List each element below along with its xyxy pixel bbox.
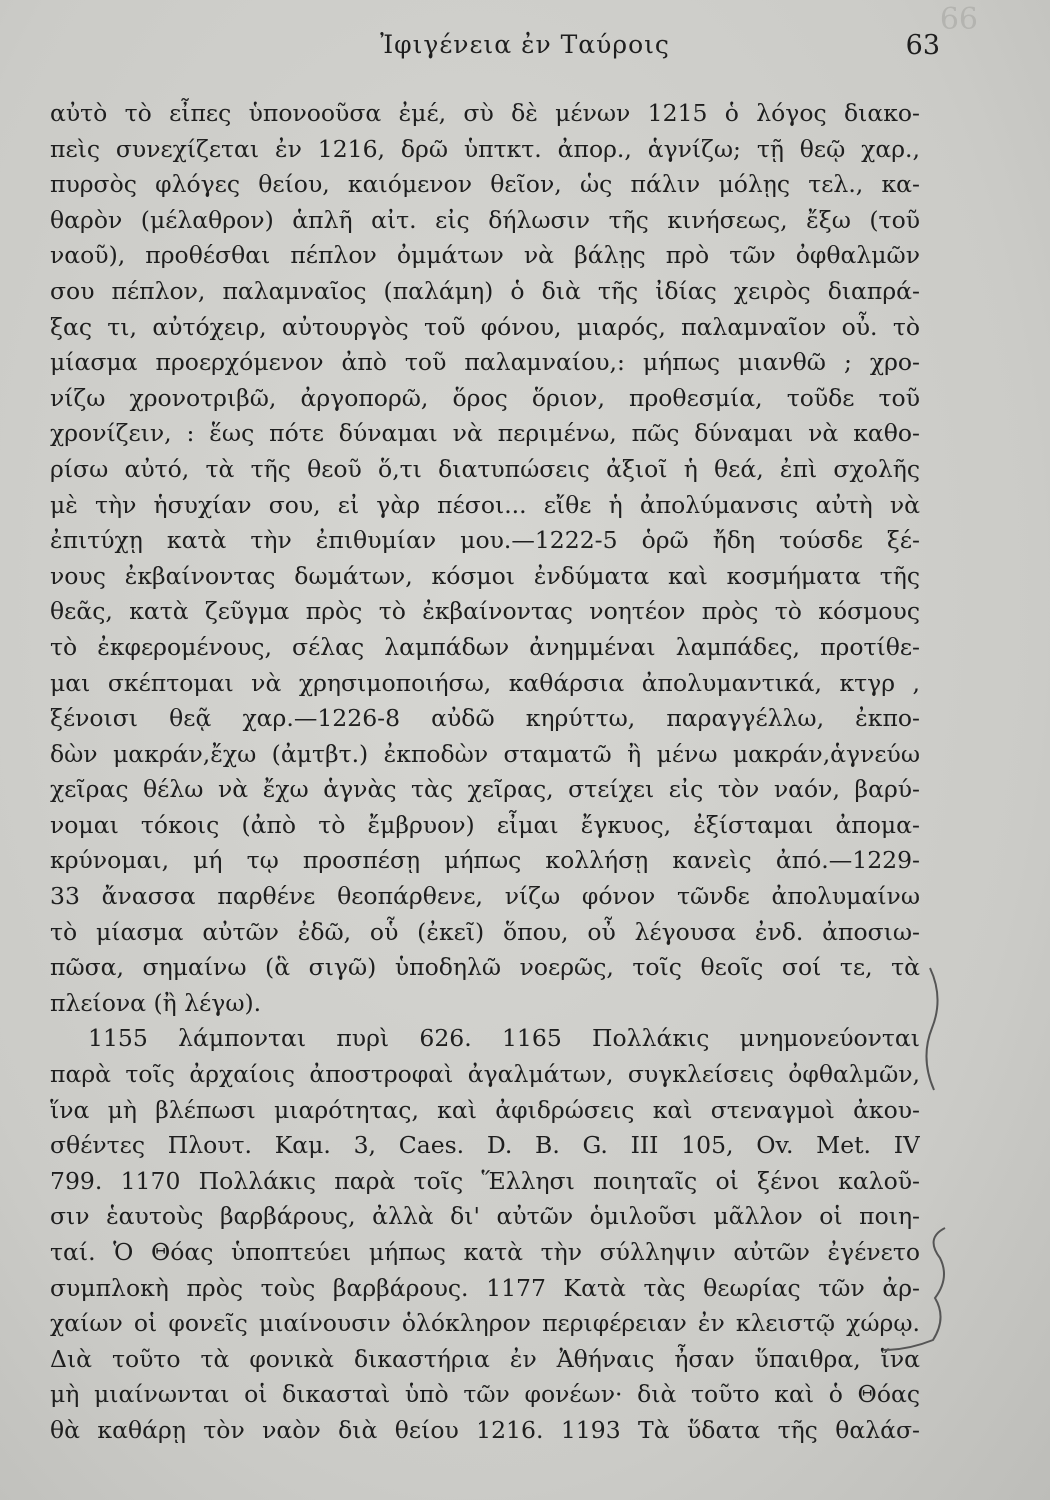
- text-line: παρὰ τοῖς ἀρχαίοις ἀποστροφαὶ ἀγαλμάτων, συγκλείσεις ὀφθαλμῶν,: [50, 1060, 920, 1089]
- page-number: 63: [905, 30, 940, 61]
- text-line: τὸ μίασμα αὐτῶν ἐδῶ, οὗ (ἐκεῖ) ὅπου, οὖ λέγουσα ἐνδ. ἀποσιω-: [50, 917, 920, 946]
- text-line: θὰ καθάρῃ τὸν ναὸν διὰ θείου 1216. 1193 Τὰ ὕδατα τῆς θαλάσ-: [50, 1415, 920, 1444]
- text-line: πυρσὸς φλόγες θείου, καιόμενον θεῖον, ὡς πάλιν μόλῃς τελ., κα-: [50, 170, 920, 199]
- commentary-text: [50, 96, 920, 1449]
- margin-bracket-upper: [926, 968, 937, 1090]
- text-line: θεᾶς, κατὰ ζεῦγμα πρὸς τὸ ἐκβαίνοντας νοητέον πρὸς τὸ κόσμους: [50, 597, 920, 626]
- text-line: σιν ἑαυτοὺς βαρβάρους, ἀλλὰ δι' αὐτῶν ὁμιλοῦσι μᾶλλον οἱ ποιη-: [50, 1202, 920, 1231]
- text-line: 1155 λάμπονται πυρὶ 626. 1165 Πολλάκις μνημονεύονται: [88, 1024, 920, 1053]
- text-line: ρίσω αὐτό, τὰ τῆς θεοῦ ὅ,τι διατυπώσεις ἀξιοῖ ἡ θεά, ἐπὶ σχολῆς: [50, 454, 920, 483]
- text-line: ταί. Ὁ Θόας ὑποπτεύει μήπως κατὰ τὴν σύλληψιν αὐτῶν ἐγένετο: [50, 1238, 920, 1266]
- text-line: ξένοισι θεᾷ χαρ.—1226-8 αὐδῶ κηρύττω, παραγγέλλω, ἐκπο-: [50, 704, 920, 733]
- text-line: χεῖρας θέλω νὰ ἔχω ἁγνὰς τὰς χεῖρας, στείχει εἰς τὸν ναόν, βαρύ-: [50, 775, 920, 804]
- text-line: μαι σκέπτομαι νὰ χρησιμοποιήσω, καθάρσια ἀπολυμαντικά, κτγρ ,: [50, 668, 920, 697]
- text-line: μὴ μιαίνωνται οἱ δικασταὶ ὑπὸ τῶν φονέων· διὰ τοῦτο καὶ ὁ Θόας: [50, 1380, 920, 1409]
- running-header-title: Ἰφιγένεια ἐν Ταύροις: [380, 30, 670, 59]
- text-line: κρύνομαι, μή τῳ προσπέσῃ μήπως κολλήσῃ κανεὶς ἀπό.—1229-: [50, 846, 920, 875]
- text-line: ναοῦ), προθέσθαι πέπλον ὀμμάτων νὰ βάλῃς πρὸ τῶν ὀφθαλμῶν: [50, 241, 920, 270]
- text-line: πῶσα, σημαίνω (ἃ σιγῶ) ὑποδηλῶ νοερῶς, τοῖς θεοῖς σοί τε, τὰ: [50, 953, 920, 982]
- text-line: χρονίζειν, : ἕως πότε δύναμαι νὰ περιμένω, πῶς δύναμαι νὰ καθο-: [50, 419, 920, 448]
- text-line: χαίων οἱ φονεῖς μιαίνουσιν ὁλόκληρον περιφέρειαν ἐν κλειστῷ χώρῳ.: [50, 1309, 920, 1338]
- text-line: νίζω χρονοτριβῶ, ἀργοπορῶ, ὅρος ὅριον, προθεσμία, τοῦδε τοῦ: [50, 383, 920, 412]
- text-line: πλείονα (ἢ λέγω).: [50, 988, 262, 1017]
- text-line: ξας τι, αὐτόχειρ, αὐτουργὸς τοῦ φόνου, μιαρός, παλαμναῖον οὖ. τὸ: [50, 312, 920, 341]
- text-line: δὼν μακράν,ἔχω (ἀμτβτ.) ἐκποδὼν σταματῶ ἢ μένω μακράν,ἁγνεύω: [50, 739, 920, 768]
- text-line: σου πέπλον, παλαμναῖος (παλάμη) ὁ διὰ τῆς ἰδίας χειρὸς διαπρά-: [50, 276, 920, 305]
- text-line: ἵνα μὴ βλέπωσι μιαρότητας, καὶ ἀφιδρώσεις καὶ στεναγμοὶ ἀκου-: [50, 1095, 920, 1124]
- text-line: τὸ ἐκφερομένους, σέλας λαμπάδων ἀνημμέναι λαμπάδες, προτίθε-: [50, 632, 920, 661]
- text-line: θαρὸν (μέλαθρον) ἁπλῆ αἰτ. εἰς δήλωσιν τῆς κινήσεως, ἔξω (τοῦ: [50, 205, 920, 234]
- text-line: 799. 1170 Πολλάκις παρὰ τοῖς Ἕλλησι ποιηταῖς οἱ ξένοι καλοῦ-: [50, 1166, 920, 1195]
- text-line: πεὶς συνεχίζεται ἐν 1216, δρῶ ὑπτκτ. ἀπορ., ἁγνίζω; τῇ θεῷ χαρ.,: [50, 134, 920, 163]
- text-line: συμπλοκὴ πρὸς τοὺς βαρβάρους. 1177 Κατὰ τὰς θεωρίας τῶν ἀρ-: [50, 1273, 920, 1302]
- text-line: σθέντες Πλουτ. Καμ. 3, Caes. D. B. G. III 105, Ov. Met. IV: [50, 1131, 920, 1160]
- text-line: Διὰ τοῦτο τὰ φονικὰ δικαστήρια ἐν Ἀθήναις ἦσαν ὕπαιθρα, ἵνα: [50, 1344, 920, 1373]
- bleed-through-page-number: 66: [939, 2, 978, 37]
- text-line: αὐτὸ τὸ εἶπες ὑπονοοῦσα ἐμέ, σὺ δὲ μένων 1215 ὁ λόγος διακο-: [50, 99, 920, 127]
- text-line: 33 ἄνασσα παρθένε θεοπάρθενε, νίζω φόνον τῶνδε ἀπολυμαίνω: [50, 882, 920, 911]
- text-line: νους ἐκβαίνοντας δωμάτων, κόσμοι ἐνδύματα καὶ κοσμήματα τῆς: [50, 561, 920, 590]
- text-line: νομαι τόκοις (ἀπὸ τὸ ἔμβρυον) εἶμαι ἔγκυος, ἐξίσταμαι ἀπομα-: [50, 810, 920, 839]
- text-line: ἐπιτύχῃ κατὰ τὴν ἐπιθυμίαν μου.—1222-5 ὁρῶ ἤδη τούσδε ξέ-: [50, 526, 920, 555]
- text-line: μὲ τὴν ἡσυχίαν σου, εἰ γὰρ πέσοι... εἴθε ἡ ἀπολύμανσις αὐτὴ νὰ: [50, 490, 920, 519]
- text-line: μίασμα προερχόμενον ἀπὸ τοῦ παλαμναίου,: μήπως μιανθῶ ; χρο-: [50, 348, 920, 377]
